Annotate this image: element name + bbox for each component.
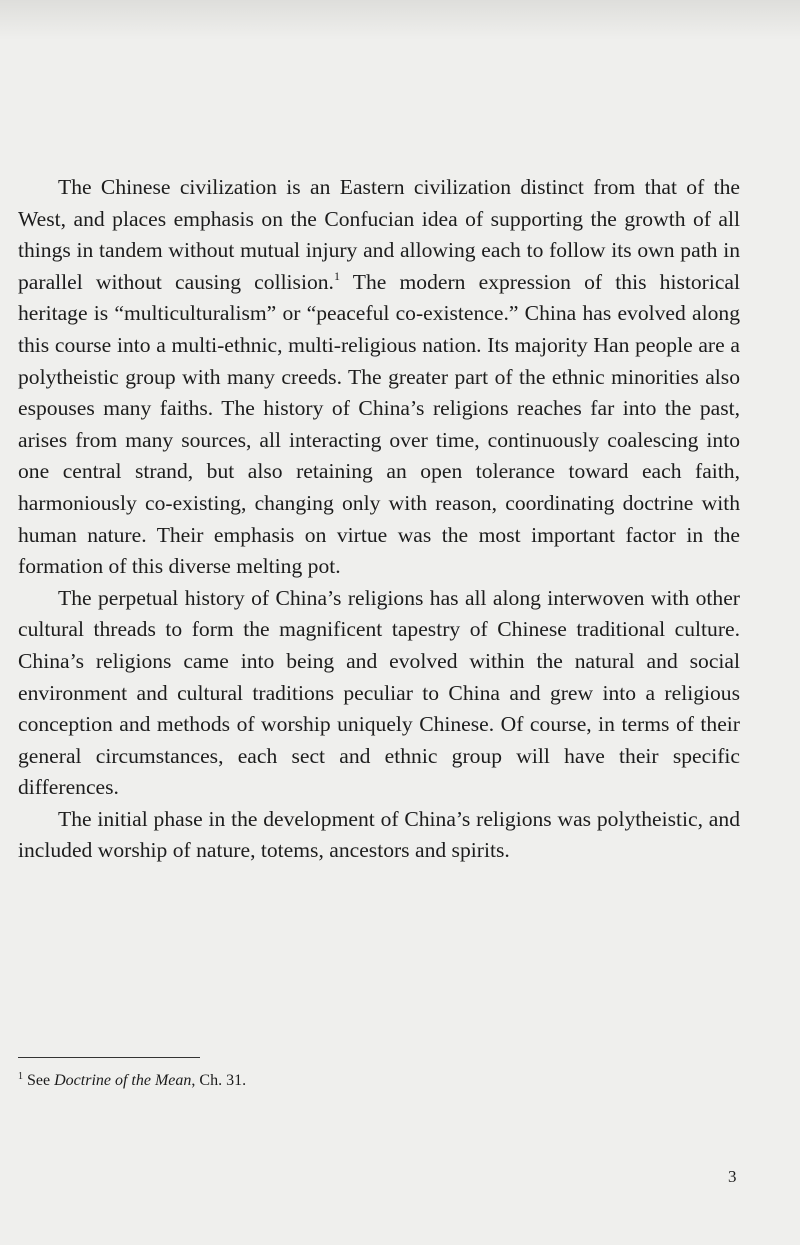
- page-number: 3: [728, 1167, 737, 1186]
- body-text: [18, 172, 740, 867]
- paragraph-1-text: The Chinese civilization is an Eastern civilization distinct from that of the West, and places emphasis on the Confucian idea of supporting the growth of all things in tandem without mutual injury and allowing each to follow its own path in parallel without causing collision.: [18, 175, 740, 294]
- paragraph-1-continued: The modern expression of this historical heritage is “multiculturalism” or “peaceful co-existence.” China has evolved along this course into a multi-ethnic, multi-religious nation. Its majority Han people are a polytheistic group with many creeds. The greater part of the ethnic minorities also espouses many faiths. The history of China’s religions reaches far into the past, arises from many sources, all interacting over time, continuously coalescing into one central strand, but also retaining an open tolerance toward each faith, harmoniously co-existing, changing only with reason, coordinating doctrine with human nature. Their emphasis on virtue was the most important factor in the formation of this diverse melting pot.: [18, 269, 741, 579]
- footnote: [18, 1071, 246, 1091]
- paragraph-3: The initial phase in the development of China’s religions was polytheistic, and included worship of nature, totems, ancestors and spirits.: [18, 806, 740, 863]
- footnote-rule: [18, 1057, 200, 1058]
- footnote-reference: 1: [333, 268, 340, 283]
- footnote-marker: 1: [18, 1071, 23, 1082]
- footnote-suffix: , Ch. 31.: [191, 1072, 247, 1089]
- footnote-title: Doctrine of the Mean: [54, 1072, 192, 1089]
- paragraph-1: [18, 172, 740, 583]
- bleed-through-shadow: [0, 0, 800, 40]
- footnote-prefix: See: [27, 1072, 51, 1089]
- paragraph-2: The perpetual history of China’s religions has all along interwoven with other cultural threads to form the magnificent tapestry of Chinese traditional culture. China’s religions came into being and evolved within the natural and social environment and cultural traditions peculiar to China and grew into a religious conception and methods of worship uniquely Chinese. Of course, in terms of their general circumstances, each sect and ethnic group will have their specific differences.: [18, 585, 740, 800]
